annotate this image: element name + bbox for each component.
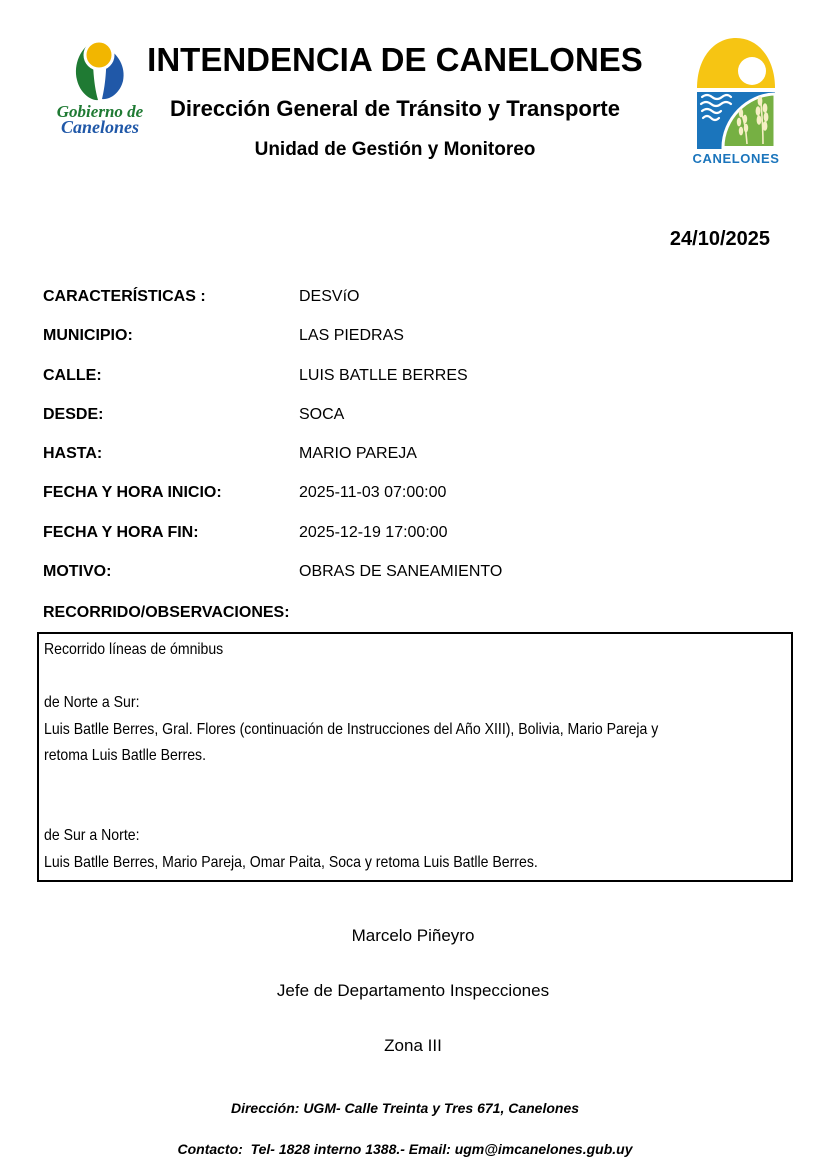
logo-right-label: CANELONES [692,151,780,166]
signature-role: Jefe de Departamento Inspecciones [276,981,550,1000]
canelones-seal-icon [690,31,782,149]
observations-heading: RECORRIDO/OBSERVACIONES: [43,604,290,621]
logo-left-text-line2: Canelones [60,117,139,137]
field-label: MOTIVO: [43,563,112,581]
field-row [43,563,791,602]
field-value: SOCA [299,405,345,423]
field-label: FECHA Y HORA FIN: [43,523,199,541]
field-label: HASTA: [43,445,103,463]
document-subtitle-direccion: Dirección General de Tránsito y Transporte [170,96,620,121]
document-title: INTENDENCIA DE CANELONES [147,41,643,78]
canelones-seal-logo [690,31,782,166]
observations-line [44,664,701,691]
field-row [43,524,791,563]
field-label: CARACTERÍSTICAS : [43,288,206,305]
field-row [43,484,791,523]
logo-left-text-line1: Gobierno de [56,102,144,121]
field-value: 2025-12-19 17:00:00 [299,523,448,541]
field-row [43,445,791,484]
observations-box [37,632,793,882]
field-row [43,327,791,366]
observations-line: retoma Luis Batlle Berres. [44,747,206,765]
field-label: MUNICIPIO: [43,327,133,345]
field-value: 2025-11-03 07:00:00 [299,484,447,502]
signature-zone: Zona III [384,1036,442,1055]
field-row [43,406,791,445]
field-value: MARIO PAREJA [299,445,417,463]
field-value: LAS PIEDRAS [299,327,404,345]
document-date: 24/10/2025 [669,228,770,250]
field-row [43,288,791,327]
footer-address: Dirección: UGM- Calle Treinta y Tres 671, Canelones [230,1100,580,1116]
header-titles [105,0,685,161]
observations-line [44,797,701,824]
field-label: CALLE: [43,366,102,384]
observations-line: Luis Batlle Berres, Gral. Flores (continuación de Instrucciones del Año XIII), Bolivia, Mario Pareja y [44,720,659,738]
observations-line: de Sur a Norte: [44,827,140,845]
signature-name: Marcelo Piñeyro [351,926,475,945]
field-label: DESDE: [43,405,104,423]
field-label: FECHA Y HORA INICIO: [43,484,222,502]
field-value: OBRAS DE SANEAMIENTO [299,563,503,581]
observations-line: Recorrido líneas de ómnibus [44,641,224,658]
document-subtitle-unidad: Unidad de Gestión y Monitoreo [254,139,536,160]
observations-line [44,770,701,797]
field-value: DESVíO [299,288,360,305]
field-row [43,367,791,406]
observations-line: Luis Batlle Berres, Mario Pareja, Omar Paita, Soca y retoma Luis Batlle Berres. [44,853,538,871]
observations-line: de Norte a Sur: [44,694,140,712]
fields-list [43,288,791,602]
field-value: LUIS BATLLE BERRES [299,366,468,384]
footer-contact: Contacto: Tel- 1828 interno 1388.- Email: ugm@imcanelones.gub.uy [177,1141,633,1157]
